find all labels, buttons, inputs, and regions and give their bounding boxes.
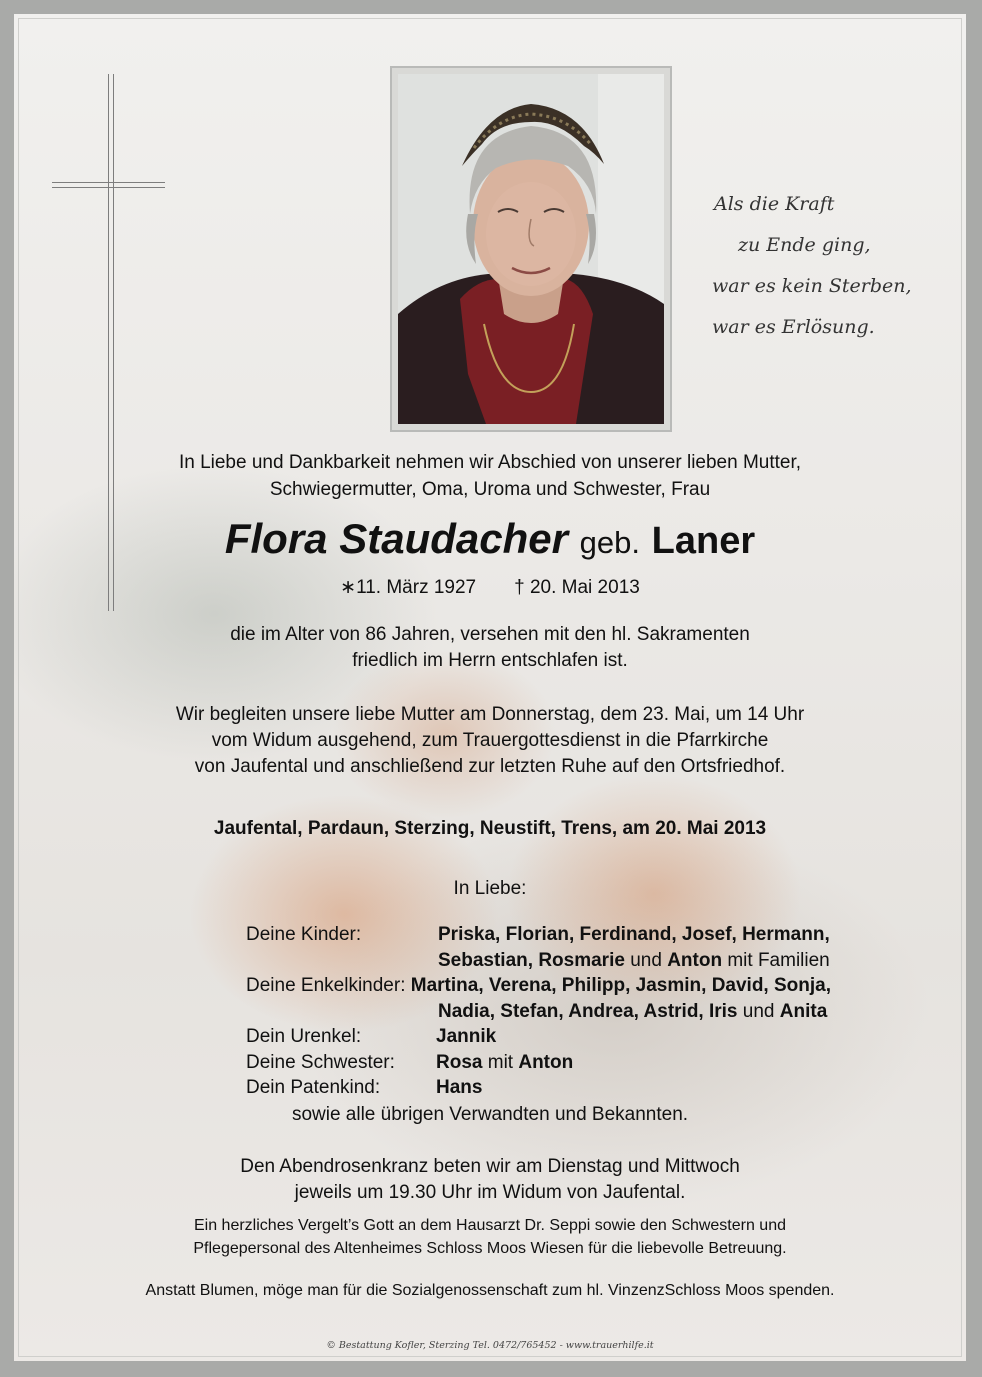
funeral-line: von Jaufental und anschließend zur letzten Ruhe auf den Ortsfriedhof. <box>194 756 786 777</box>
quote-line: zu Ende ging, <box>738 234 871 256</box>
family-names: Anton <box>667 949 723 971</box>
family-row-enkel <box>246 973 831 999</box>
family-row-paten <box>246 1075 831 1101</box>
quote-line: war es Erlösung. <box>712 316 875 338</box>
family-label: Deine Schwester: <box>246 1051 395 1073</box>
portrait-frame <box>390 66 672 432</box>
age-line: friedlich im Herrn entschlafen ist. <box>352 650 628 671</box>
family-names: Jannik <box>436 1026 497 1047</box>
rosary-line: Den Abendrosenkranz beten wir am Dienstag und Mittwoch <box>240 1156 740 1177</box>
footer-credit: © Bestattung Kofler, Sterzing Tel. 0472/765452 - www.trauerhilfe.it <box>326 1340 654 1351</box>
birth-date: ∗11. März 1927 <box>340 577 477 598</box>
name-text: Flora Staudacher <box>224 515 568 562</box>
thanks-line: Ein herzliches Vergelt’s Gott an dem Hausarzt Dr. Seppi sowie den Schwestern und <box>193 1217 786 1234</box>
funeral-line: vom Widum ausgehend, zum Trauergottesdienst in die Pfarrkirche <box>211 730 769 751</box>
obituary-card <box>14 14 966 1361</box>
family-list <box>246 922 831 1101</box>
family-names: Martina, Verena, Philipp, Jasmin, David, Sonja, <box>410 975 832 996</box>
family-names: Hans <box>436 1077 483 1098</box>
intro-line: In Liebe und Dankbarkeit nehmen wir Abschied von unserer lieben Mutter, <box>178 452 802 473</box>
life-dates <box>14 575 966 601</box>
memorial-quote <box>704 184 912 348</box>
intro-line: Schwiegermutter, Oma, Uroma und Schwester, Frau <box>269 479 711 500</box>
age-text <box>14 622 966 674</box>
family-label: Deine Enkelkinder: <box>246 975 406 996</box>
family-row-schwester: Deine Schwester: Rosa mit Anton <box>246 1050 831 1076</box>
family-names: Anton <box>518 1051 574 1073</box>
others-text: sowie alle übrigen Verwandten und Bekannten. <box>291 1104 689 1125</box>
family-row-kinder-cont: Sebastian, Rosmarie und Anton mit Familien <box>438 949 830 971</box>
portrait-photo <box>398 74 664 424</box>
flowers-text: Anstatt Blumen, möge man für die Sozialgenossenschaft zum hl. VinzenzSchloss Moos spenden. <box>145 1282 835 1299</box>
family-names: Nadia, Stefan, Andrea, Astrid, Iris <box>438 1000 738 1022</box>
funeral-line: Wir begleiten unsere liebe Mutter am Donnerstag, dem 23. Mai, um 14 Uhr <box>175 704 805 725</box>
geb-text: geb. <box>579 525 640 560</box>
maiden-name: Laner <box>651 520 756 562</box>
intro-text <box>14 449 966 503</box>
death-date: † 20. Mai 2013 <box>514 577 640 598</box>
family-label: Dein Patenkind: <box>246 1077 381 1098</box>
quote-line: war es kein Sterben, <box>712 275 912 297</box>
rosary-line: jeweils um 19.30 Uhr im Widum von Jaufental. <box>294 1182 686 1203</box>
family-names: Anita <box>779 1000 828 1022</box>
thanks-text <box>14 1214 966 1260</box>
family-row-enkel-cont: Nadia, Stefan, Andrea, Astrid, Iris und Anita <box>438 1000 828 1022</box>
funeral-text <box>14 702 966 780</box>
family-label: Dein Urenkel: <box>246 1026 362 1047</box>
family-names: Sebastian, Rosmarie <box>438 949 625 971</box>
rosary-text <box>14 1154 966 1206</box>
quote-line: Als die Kraft <box>714 193 835 215</box>
family-names: Priska, Florian, Ferdinand, Josef, Hermann, <box>438 924 830 945</box>
family-row-kinder <box>246 922 831 948</box>
family-names: Rosa <box>436 1051 483 1073</box>
family-label: Deine Kinder: <box>246 924 362 945</box>
family-row-urenkel <box>246 1024 831 1050</box>
age-line: die im Alter von 86 Jahren, versehen mit den hl. Sakramenten <box>230 624 750 645</box>
in-liebe-heading: In Liebe: <box>453 878 527 899</box>
place-date: Jaufental, Pardaun, Sterzing, Neustift, Trens, am 20. Mai 2013 <box>213 818 767 839</box>
thanks-line: Pflegepersonal des Altenheimes Schloss Moos Wiesen für die liebevolle Betreuung. <box>193 1240 787 1257</box>
deceased-name <box>14 514 966 568</box>
